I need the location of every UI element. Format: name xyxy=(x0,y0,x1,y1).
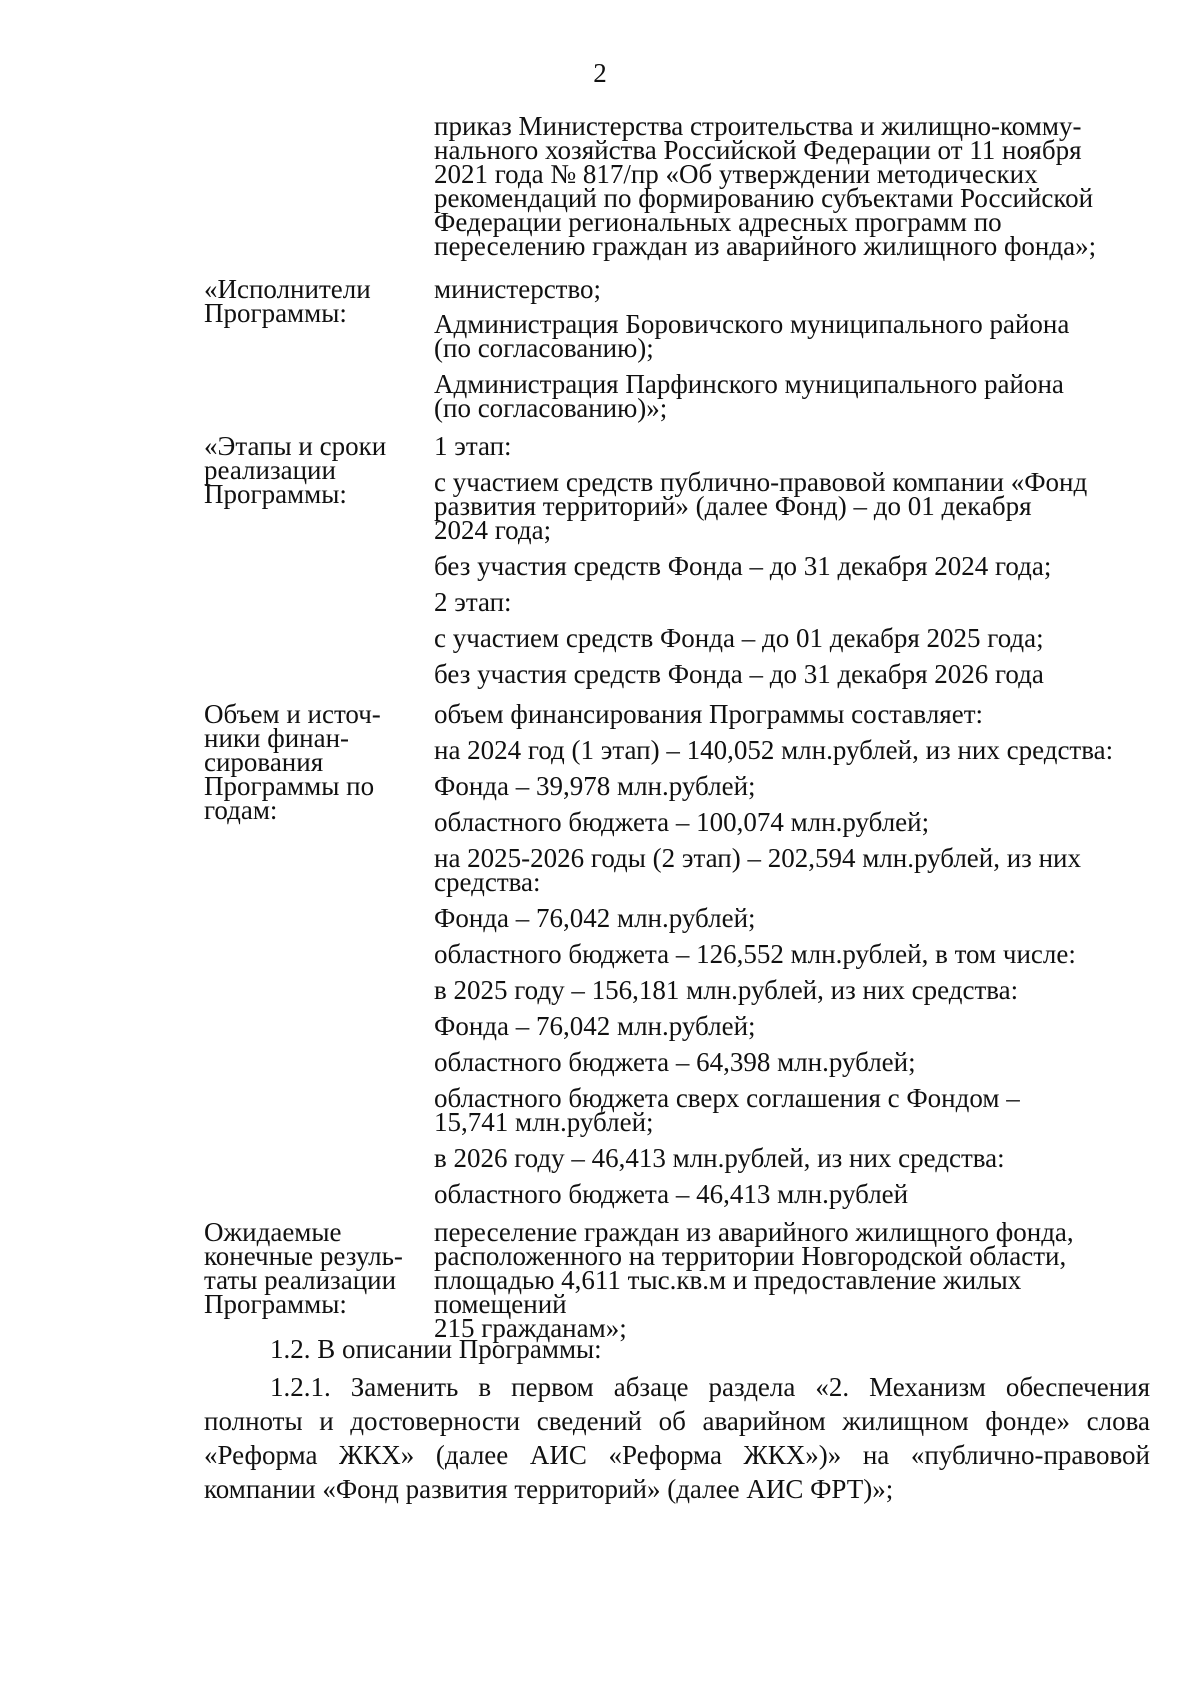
stage-item: с участием средств Фонда – до 01 декабря 2025 года; xyxy=(434,623,1044,653)
financing-label xyxy=(204,699,424,825)
section-label-line: «Этапы и сроки xyxy=(204,431,387,461)
section-label-line: годам: xyxy=(204,795,278,825)
legal-basis-line: переселению граждан из аварийного жилищного фонда»; xyxy=(434,231,1097,261)
section-label-line: Программы по xyxy=(204,771,375,801)
financing-item: в 2025 году – 156,181 млн.рублей, из них средства: xyxy=(434,975,1019,1005)
executor-item: Администрация Боровичского муниципального района xyxy=(434,309,1070,339)
page-number: 2 xyxy=(593,58,607,88)
legal-basis-line: Федерации региональных адресных программ по xyxy=(434,207,1002,237)
financing-item: Фонда – 76,042 млн.рублей; xyxy=(434,1011,756,1041)
financing-item: областного бюджета – 100,074 млн.рублей; xyxy=(434,807,930,837)
executor-item: министерство; xyxy=(434,274,602,304)
stage-item: без участия средств Фонда – до 31 декабря 2026 года xyxy=(434,659,1044,689)
executor-item: Администрация Парфинского муниципального района xyxy=(434,369,1064,399)
section-label-line: «Исполнители xyxy=(204,274,371,304)
financing-item: областного бюджета – 126,552 млн.рублей, в том числе: xyxy=(434,939,1076,969)
stage-item: 2 этап: xyxy=(434,587,512,617)
section-label-line: Программы: xyxy=(204,479,347,509)
stage-item: развития территорий» (далее Фонд) – до 01 декабря xyxy=(434,491,1032,521)
paragraph-line: компании «Фонд развития территорий» (далее АИС ФРТ)»; xyxy=(204,1474,894,1504)
result-item: расположенного на территории Новгородской области, xyxy=(434,1241,1067,1271)
paragraph-1-2: 1.2. В описании Программы: xyxy=(270,1334,602,1364)
stage-item: 1 этап: xyxy=(434,431,512,461)
stage-item: с участием средств публично-правовой компании «Фонд xyxy=(434,467,1088,497)
financing-item: на 2024 год (1 этап) – 140,052 млн.рублей, из них средства: xyxy=(434,735,1114,765)
executors-label xyxy=(204,274,424,328)
results-values xyxy=(434,1217,1154,1343)
section-label-line: Объем и источ- xyxy=(204,699,381,729)
financing-item: на 2025-2026 годы (2 этап) – 202,594 млн.рублей, из них xyxy=(434,843,1081,873)
legal-basis-line: нального хозяйства Российской Федерации от 11 ноября xyxy=(434,135,1082,165)
result-item: переселение граждан из аварийного жилищного фонда, xyxy=(434,1217,1074,1247)
results-label xyxy=(204,1217,424,1319)
stage-item: 2024 года; xyxy=(434,515,552,545)
stages-label xyxy=(204,431,424,509)
financing-item: областного бюджета – 46,413 млн.рублей xyxy=(434,1179,909,1209)
legal-basis-line: приказ Министерства строительства и жилищно-комму- xyxy=(434,111,1082,141)
section-label-line: ники финан- xyxy=(204,723,350,753)
paragraph-1-2-1 xyxy=(204,1370,1150,1506)
financing-item: областного бюджета – 64,398 млн.рублей; xyxy=(434,1047,916,1077)
section-label-line: Программы: xyxy=(204,298,347,328)
financing-item: средства: xyxy=(434,867,541,897)
legal-basis-line: 2021 года № 817/пр «Об утверждении методических xyxy=(434,159,1038,189)
paragraph-line: 1.2.1. Заменить в первом абзаце раздела «2. Механизм обеспечения xyxy=(270,1372,1150,1402)
result-item: 215 гражданам»; xyxy=(434,1313,627,1343)
stage-item: без участия средств Фонда – до 31 декабря 2024 года; xyxy=(434,551,1052,581)
section-label-line: Программы: xyxy=(204,1289,347,1319)
financing-item: объем финансирования Программы составляет: xyxy=(434,699,983,729)
section-label-line: Ожидаемые xyxy=(204,1217,342,1247)
financing-item: Фонда – 76,042 млн.рублей; xyxy=(434,903,756,933)
executor-item: (по согласованию); xyxy=(434,333,654,363)
financing-item: Фонда – 39,978 млн.рублей; xyxy=(434,771,756,801)
section-label-line: сирования xyxy=(204,747,324,777)
section-label-line: конечные резуль- xyxy=(204,1241,403,1271)
section-label-line: таты реализации xyxy=(204,1265,397,1295)
financing-item: 15,741 млн.рублей; xyxy=(434,1107,654,1137)
executor-item: (по согласованию)»; xyxy=(434,393,668,423)
legal-basis-block xyxy=(434,111,1154,261)
section-label-line: реализации xyxy=(204,455,336,485)
paragraph-line: полноты и достоверности сведений об аварийном жилищном фонде» слова xyxy=(204,1406,1150,1436)
financing-item: областного бюджета сверх соглашения с Фондом – xyxy=(434,1083,1020,1113)
financing-item: в 2026 году – 46,413 млн.рублей, из них средства: xyxy=(434,1143,1005,1173)
legal-basis-line: рекомендаций по формированию субъектами Российской xyxy=(434,183,1094,213)
paragraph-line: «Реформа ЖКХ» (далее АИС «Реформа ЖКХ»)» на «публично-правовой xyxy=(204,1440,1150,1470)
result-item: площадью 4,611 тыс.кв.м и предоставление жилых помещений xyxy=(434,1265,1022,1319)
